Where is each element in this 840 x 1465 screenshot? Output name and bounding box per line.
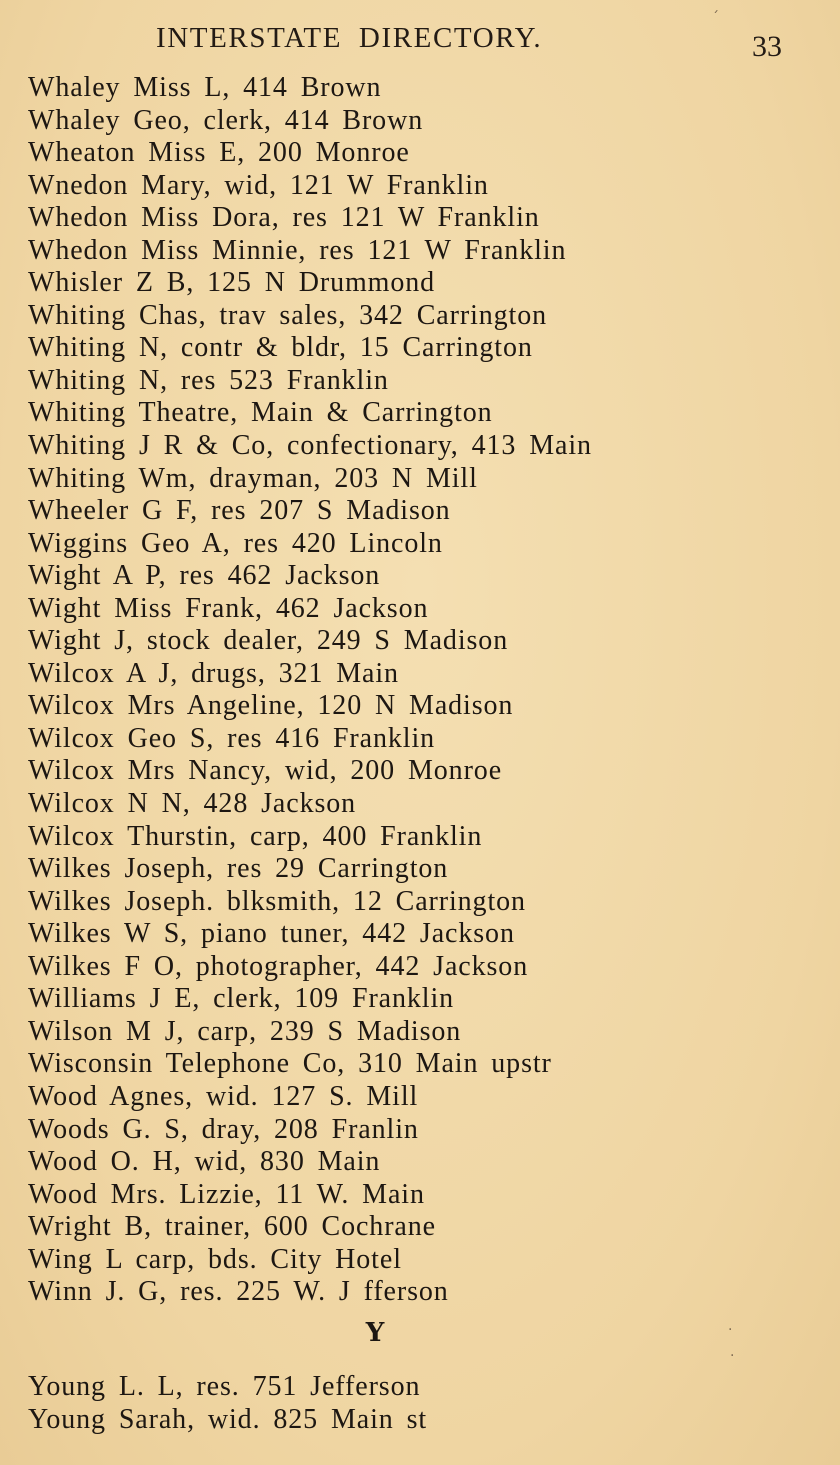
directory-entry: Wright B, trainer, 600 Cochrane: [28, 1211, 436, 1243]
directory-entry: Whaley Geo, clerk, 414 Brown: [28, 104, 424, 136]
directory-entry: Whiting J R & Co, confectionary, 413 Main: [28, 430, 592, 462]
directory-entry: Whedon Miss Minnie, res 121 W Franklin: [28, 234, 567, 266]
directory-entry: Whiting N, contr & bldr, 15 Carrington: [28, 332, 533, 364]
directory-entry: Whiting Theatre, Main & Carrington: [28, 397, 493, 429]
directory-entry: Wight J, stock dealer, 249 S Madison: [28, 625, 509, 657]
directory-entry: Winn J. G, res. 225 W. J fferson: [28, 1276, 449, 1308]
directory-entry: Wiggins Geo A, res 420 Lincoln: [28, 527, 443, 559]
directory-entry: Wight A P, res 462 Jackson: [28, 560, 381, 592]
directory-entry: Wilkes W S, piano tuner, 442 Jackson: [28, 918, 515, 950]
directory-entry: Whiting Chas, trav sales, 342 Carrington: [28, 299, 548, 331]
directory-entries: [28, 72, 592, 1309]
directory-entry: Wilcox N N, 428 Jackson: [28, 788, 357, 820]
directory-entry: Wilkes Joseph. blksmith, 12 Carrington: [28, 885, 526, 917]
directory-entry: Young Sarah, wid. 825 Main st: [28, 1403, 428, 1435]
directory-entry: Wood Agnes, wid. 127 S. Mill: [28, 1080, 419, 1112]
directory-entry: Wing L carp, bds. City Hotel: [28, 1243, 402, 1275]
directory-entry: Whiting N, res 523 Franklin: [28, 364, 389, 396]
directory-entry: Wheeler G F, res 207 S Madison: [28, 495, 451, 527]
directory-entry: Wight Miss Frank, 462 Jackson: [28, 592, 429, 624]
directory-entry: Woods G. S, dray, 208 Franlin: [28, 1113, 419, 1145]
directory-entry: Wilcox Thurstin, carp, 400 Franklin: [28, 820, 483, 852]
directory-entry: Whedon Miss Dora, res 121 W Franklin: [28, 202, 540, 234]
directory-entry: Wilcox Geo S, res 416 Franklin: [28, 722, 436, 754]
directory-entry: Wilkes Joseph, res 29 Carrington: [28, 853, 449, 885]
directory-entry: Wilcox A J, drugs, 321 Main: [28, 657, 399, 689]
directory-entry: Wilcox Mrs Angeline, 120 N Madison: [28, 690, 514, 722]
directory-entry: Wilkes F O, photographer, 442 Jackson: [28, 950, 529, 982]
running-title: INTERSTATE DIRECTORY.: [156, 22, 543, 54]
directory-entry: Wilson M J, carp, 239 S Madison: [28, 1015, 462, 1047]
directory-entry: Whaley Miss L, 414 Brown: [28, 72, 382, 103]
section-letter-heading: Y: [365, 1318, 385, 1348]
directory-entry: Whisler Z B, 125 N Drummond: [28, 267, 436, 299]
directory-entry: Wnedon Mary, wid, 121 W Franklin: [28, 169, 489, 201]
print-speck: ·: [730, 1348, 735, 1364]
directory-entry: Wheaton Miss E, 200 Monroe: [28, 137, 410, 169]
directory-entry: Wisconsin Telephone Co, 310 Main upstr: [28, 1048, 552, 1080]
directory-entry: Wood Mrs. Lizzie, 11 W. Main: [28, 1178, 425, 1210]
directory-entry: Wood O. H, wid, 830 Main: [28, 1146, 381, 1178]
directory-entries-y: [28, 1371, 427, 1436]
print-speck: ·: [728, 1322, 733, 1338]
directory-entry: Williams J E, clerk, 109 Franklin: [28, 983, 455, 1015]
print-speck: ´: [712, 10, 719, 26]
page-number: 33: [752, 30, 782, 63]
directory-entry: Wilcox Mrs Nancy, wid, 200 Monroe: [28, 755, 503, 787]
directory-entry: Young L. L, res. 751 Jefferson: [28, 1371, 421, 1402]
directory-entry: Whiting Wm, drayman, 203 N Mill: [28, 462, 478, 494]
